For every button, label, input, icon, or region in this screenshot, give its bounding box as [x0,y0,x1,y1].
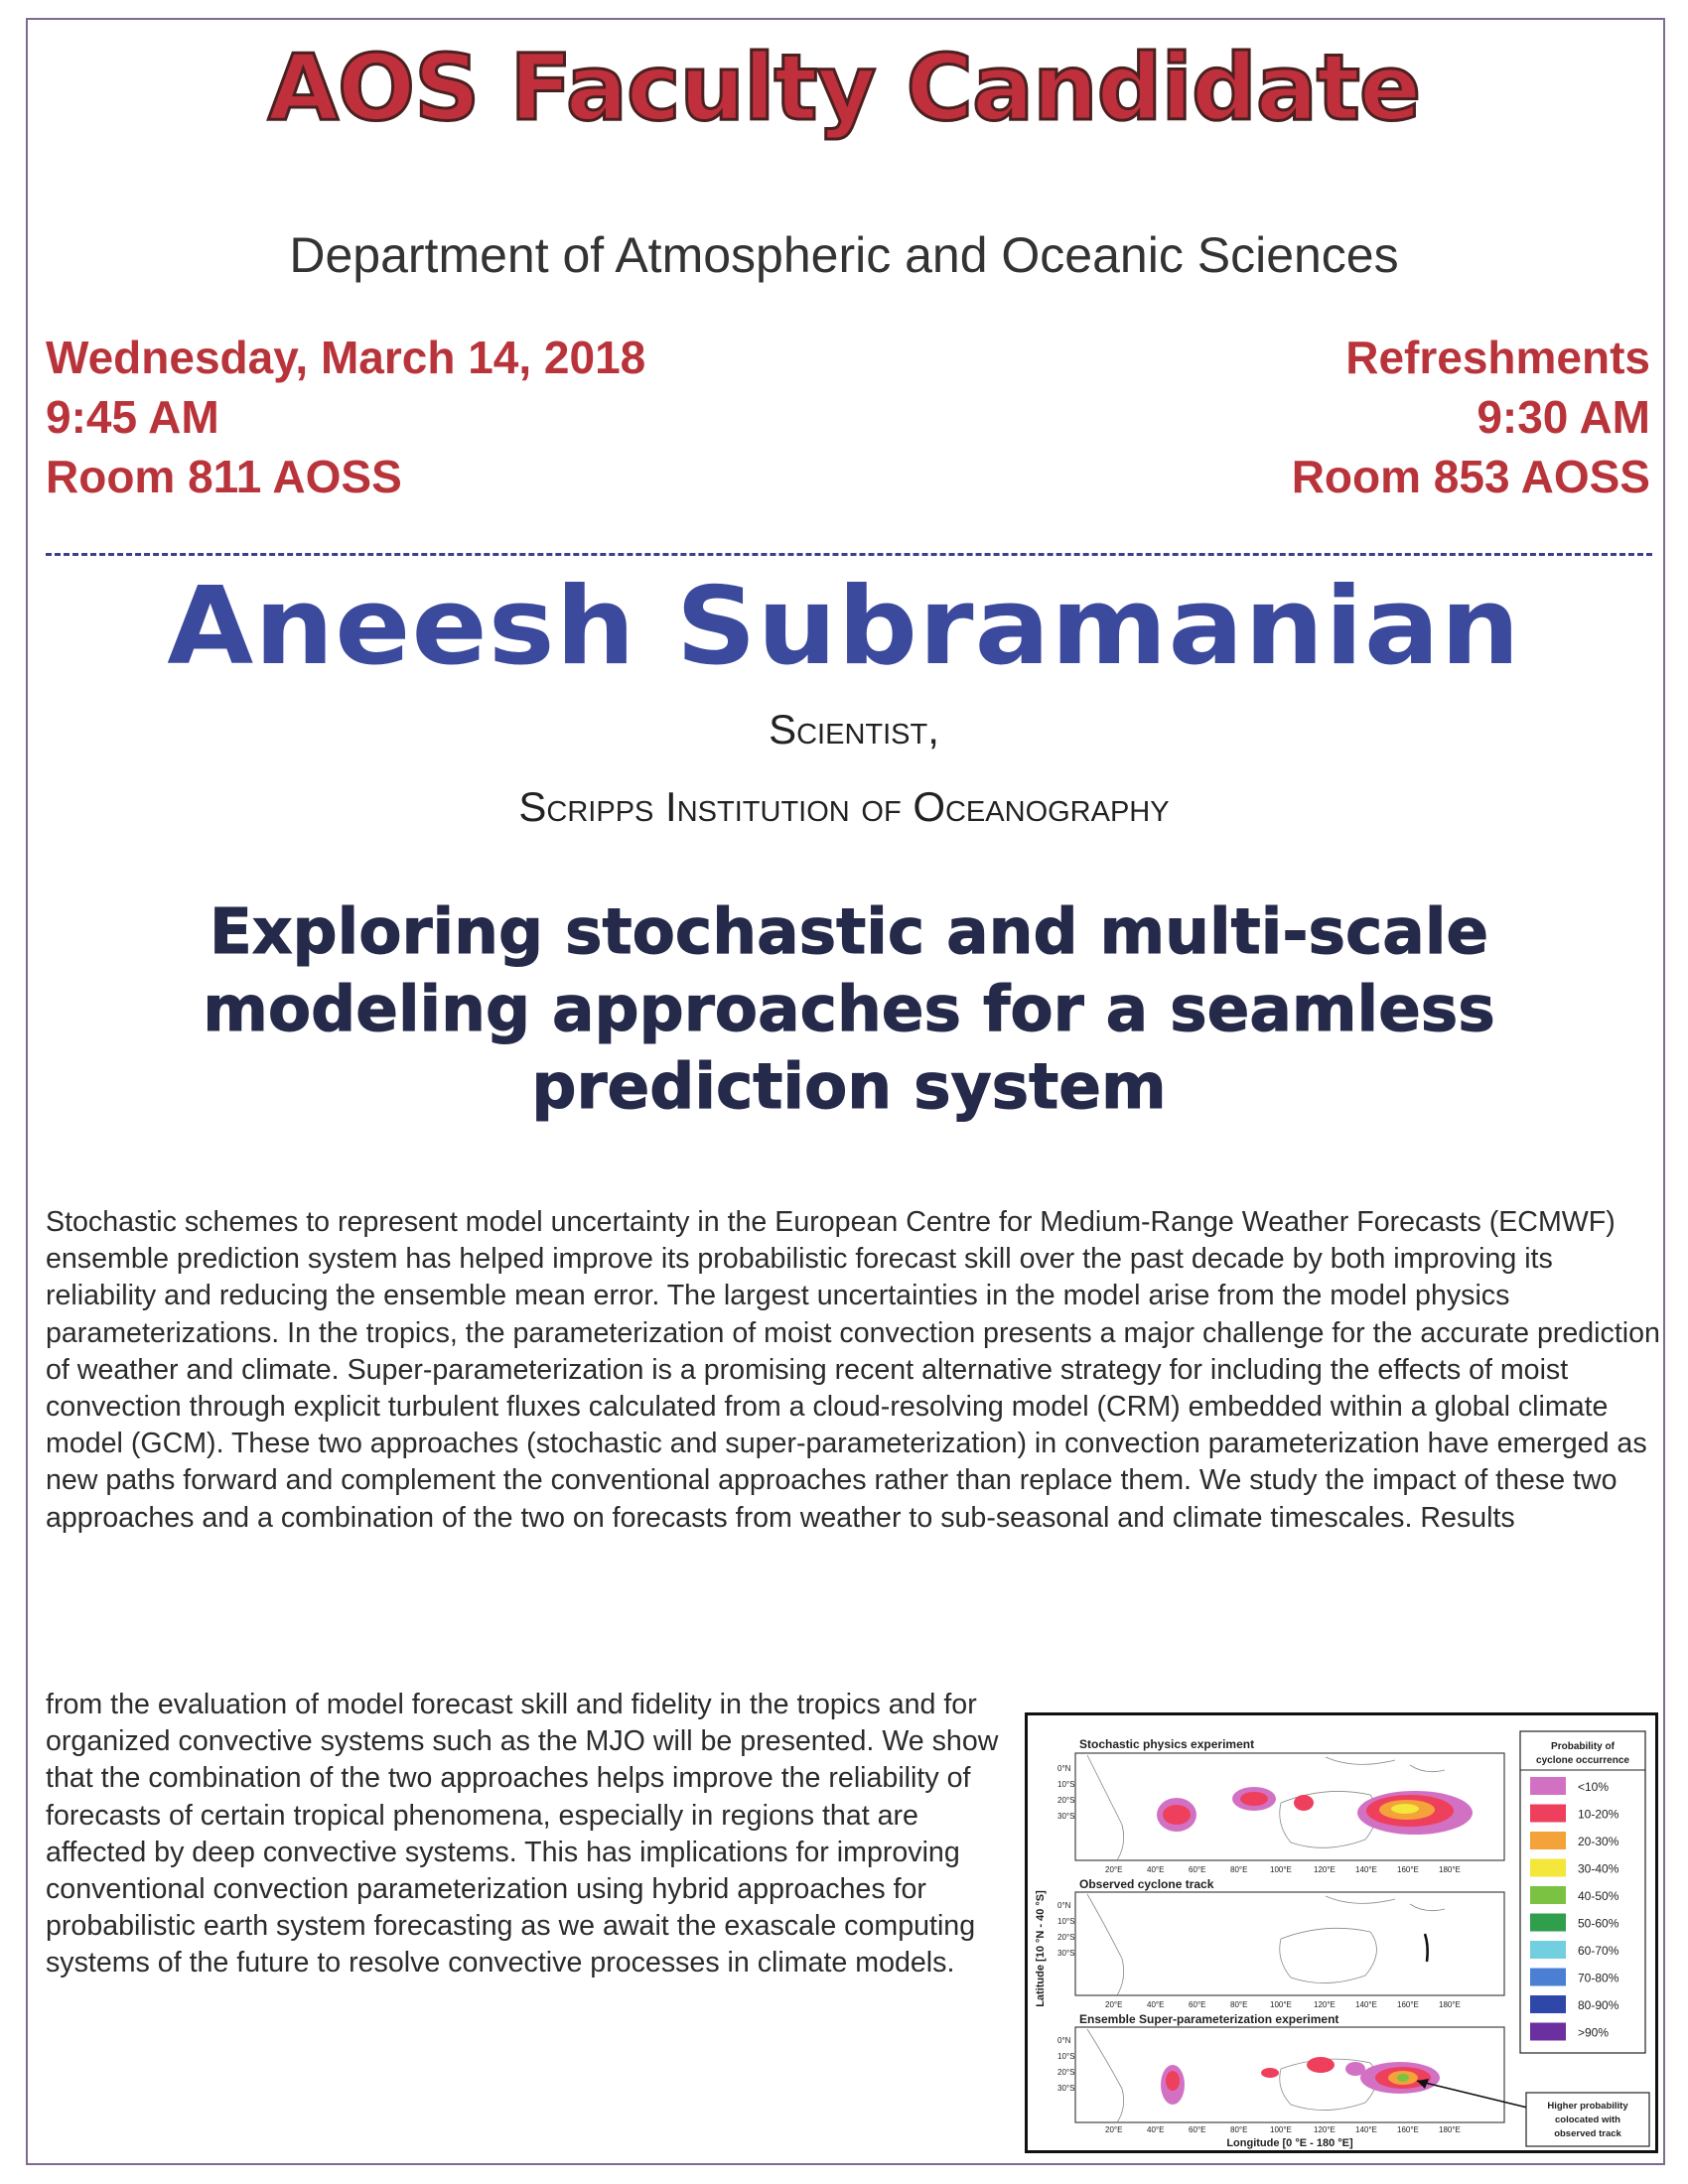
event-time: 9:45 AM [46,391,219,443]
legend-swatch [1530,1777,1566,1795]
figure-graphic [1028,1715,1655,2150]
lon-tick: 160°E [1397,2000,1419,2009]
lon-tick: 120°E [1314,2000,1336,2009]
lat-tick: 30°S [1057,2084,1075,2093]
refreshments-details [1292,328,1650,506]
lon-tick: 140°E [1355,2125,1377,2134]
lat-tick: 10°S [1057,2052,1075,2061]
probability-blob [1240,1792,1268,1806]
legend-swatch [1530,2023,1566,2041]
talk-title: Exploring stochastic and multi-scale modeling approaches for a seamless prediction system [203,895,1495,1123]
probability-blob [1163,1805,1191,1825]
abstract-paragraph-continued: from the evaluation of model forecast skill and fidelity in the tropics and for organized convective systems such as the MJO will be presented. We show that the combination of the two approaches helps improve the reliability of forecasts of certain tropical phenomena, especially in regions that are affected by deep convective systems. This has implications for improving conventional convection parameterization using hybrid approaches for probabilistic earth system forecasting as we await the exascale computing systems of the future to resolve convective processes in climate models. [46,1689,999,1979]
lat-tick: 10°S [1057,1780,1075,1789]
speaker-institution: Scripps Institution of Oceanography [518,783,1170,830]
panel-superparam [1075,2027,1504,2122]
lon-tick: 80°E [1230,2125,1248,2134]
lon-tick: 160°E [1397,2125,1419,2134]
legend-label: 60-70% [1578,1944,1619,1958]
probability-blob [1397,2074,1409,2082]
lon-tick: 140°E [1355,1865,1377,1874]
legend-swatch [1530,1886,1566,1904]
lon-tick: 100°E [1270,2125,1292,2134]
lon-ticks-panel-1 [1105,1865,1461,1874]
lon-tick: 140°E [1355,2000,1377,2009]
probability-blob [1294,1795,1314,1811]
refreshments-room: Room 853 AOSS [1291,451,1650,502]
lon-tick: 100°E [1270,2000,1292,2009]
lat-tick: 20°S [1057,1796,1075,1805]
lon-tick: 20°E [1105,2000,1123,2009]
lon-tick: 80°E [1230,2000,1248,2009]
figure-y-axis-label: Latitude [10 °N - 40 °S] [1035,1890,1047,2007]
lon-ticks-panel-2 [1105,2000,1461,2009]
panel-title-superparam: Ensemble Super-parameterization experiment [1079,2012,1339,2026]
panel-observed [1075,1892,1504,1995]
panel-title-observed: Observed cyclone track [1079,1877,1214,1891]
section-divider [46,553,1652,556]
speaker-position: Scientist, [769,706,939,752]
lon-ticks-panel-3 [1105,2125,1461,2134]
legend-label: <10% [1578,1780,1610,1794]
annotation-line-3: observed track [1554,2128,1621,2139]
lat-tick: 30°S [1057,1812,1075,1821]
department-name: Department of Atmospheric and Oceanic Sciences [289,227,1399,283]
lon-tick: 100°E [1270,1865,1292,1874]
lon-tick: 180°E [1439,2125,1461,2134]
lon-tick: 80°E [1230,1865,1248,1874]
legend-label: 30-40% [1578,1861,1619,1876]
legend-label: 20-30% [1578,1835,1619,1848]
lon-tick: 120°E [1314,2125,1336,2134]
lon-tick: 180°E [1439,1865,1461,1874]
figure-x-axis-label: Longitude [0 °E - 180 °E] [1226,2137,1353,2149]
refreshments-label: Refreshments [1345,332,1650,383]
cyclone-probability-figure [1025,1712,1658,2153]
annotation-line-2: colocated with [1555,2115,1620,2125]
lon-tick: 180°E [1439,2000,1461,2009]
legend-label: >90% [1578,2025,1610,2040]
speaker-name: Aneesh Subramanian [167,565,1521,689]
legend-label: 70-80% [1578,1971,1619,1985]
lon-tick: 40°E [1147,2000,1165,2009]
legend-label: 80-90% [1578,1998,1619,2012]
lat-tick: 30°S [1057,1949,1075,1958]
lat-tick: 0°N [1057,1901,1071,1910]
panel-title-stochastic: Stochastic physics experiment [1079,1737,1255,1751]
lon-tick: 60°E [1189,1865,1206,1874]
poster-title: AOS Faculty Candidate [267,35,1421,141]
legend-title-line-1: Probability of [1551,1741,1615,1752]
legend-label: 50-60% [1578,1916,1619,1931]
legend-swatch [1530,1941,1566,1959]
lon-tick: 60°E [1189,2125,1206,2134]
event-details [46,328,645,506]
abstract-paragraph: Stochastic schemes to represent model uncertainty in the European Centre for Medium-Range Weather Forecasts (ECMWF) ensemble prediction system has helped improve its probabilistic forecast skill over the past decade by both improving its reliability and reducing the ensemble mean error. The largest uncertainties in the model arise from the model physics parameterizations. In the tropics, the parameterization of moist convection presents a major challenge for the accurate prediction of weather and climate. Super-parameterization is a promising recent alternative strategy for including the effects of moist convection through explicit turbulent fluxes calculated from a cloud-resolving model (CRM) embedded within a global climate model (GCM). These two approaches (stochastic and super-parameterization) in convection parameterization have emerged as new paths forward and complement the conventional approaches rather than replace them. We study the impact of these two approaches and a combination of the two on forecasts from weather to sub-seasonal and climate timescales. Results [46,1206,1660,1534]
legend-swatch [1530,1914,1566,1932]
legend-label: 40-50% [1578,1889,1619,1903]
lat-tick: 20°S [1057,1933,1075,1942]
legend-swatch [1530,1995,1566,2013]
legend-title-line-2: cyclone occurrence [1536,1755,1629,1766]
annotation-line-1: Higher probability [1547,2101,1628,2112]
lat-tick: 10°S [1057,1917,1075,1926]
lon-tick: 160°E [1397,1865,1419,1874]
lon-tick: 20°E [1105,2125,1123,2134]
probability-blob [1307,2057,1335,2073]
lat-tick: 0°N [1057,2036,1071,2045]
lat-tick: 0°N [1057,1764,1071,1773]
lon-tick: 20°E [1105,1865,1123,1874]
legend-swatch [1530,1832,1566,1849]
legend-swatch [1530,1859,1566,1877]
lon-tick: 120°E [1314,1865,1336,1874]
lon-tick: 40°E [1147,1865,1165,1874]
lon-tick: 40°E [1147,2125,1165,2134]
probability-blob [1261,2068,1279,2078]
lon-tick: 60°E [1189,2000,1206,2009]
legend-label: 10-20% [1578,1807,1619,1822]
probability-blob [1391,1804,1419,1814]
legend-swatch [1530,1805,1566,1823]
event-date: Wednesday, March 14, 2018 [46,332,646,383]
event-room: Room 811 AOSS [46,451,402,502]
legend-swatch [1530,1969,1566,1986]
probability-blob [1166,2071,1180,2091]
lat-tick: 20°S [1057,2068,1075,2077]
refreshments-time: 9:30 AM [1477,391,1650,443]
